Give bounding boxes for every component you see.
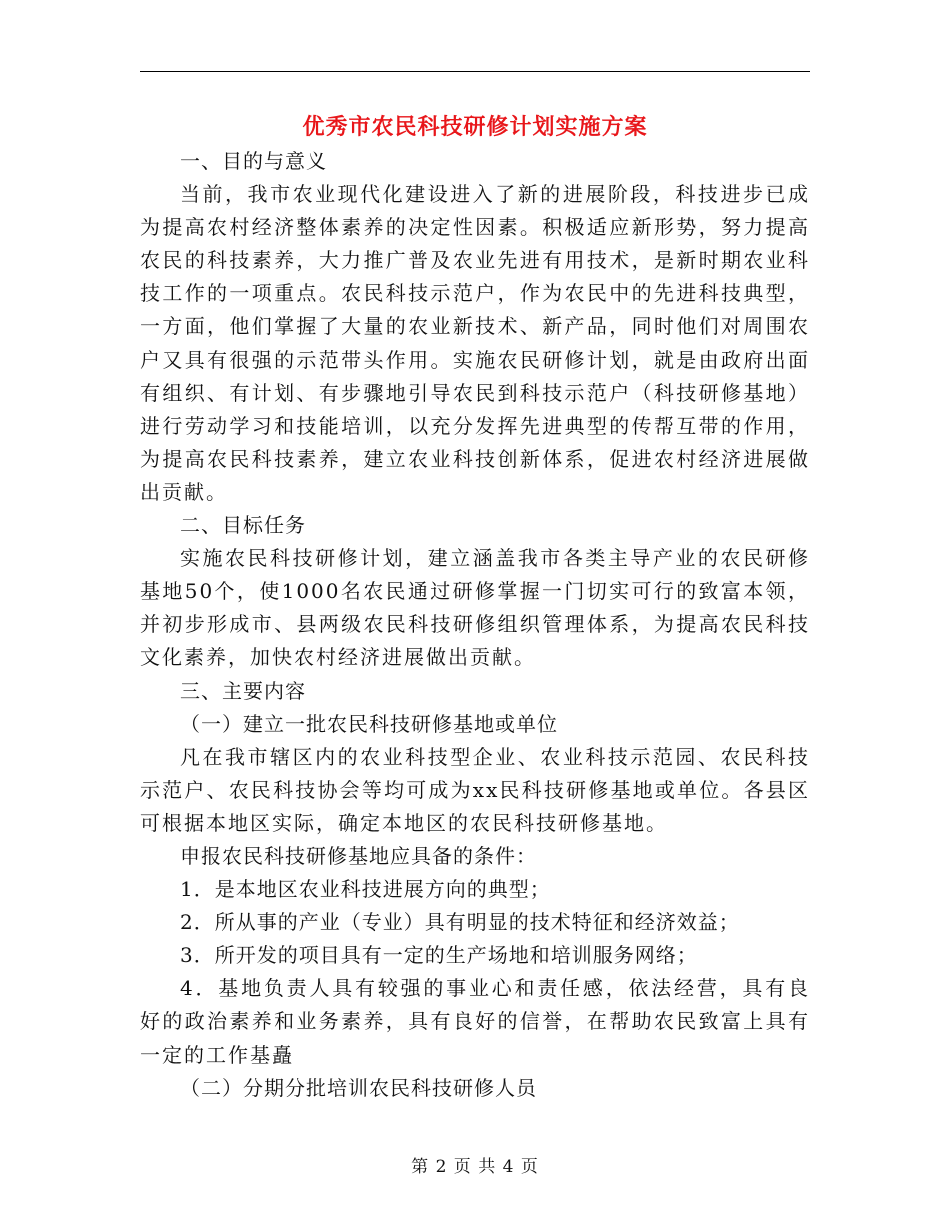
document-body [140, 145, 810, 1105]
section-heading-purpose: 一、目的与意义 [180, 149, 327, 173]
list-item-condition-2: 2．所从事的产业（专业）具有明显的技术特征和经济效益； [180, 910, 740, 935]
paragraph-bases: 凡在我市辖区内的农业科技型企业、农业科技示范园、农民科技示范户、农民科技协会等均可成为xx民科技研修基地或单位。各县区可根据本地区实际，确定本地区的农民科技研修基地。 [140, 744, 810, 835]
list-item-condition-1: 1．是本地区农业科技进展方向的典型； [180, 877, 551, 902]
paragraph-conditions-intro: 申报农民科技研修基地应具备的条件： [180, 843, 537, 868]
paragraph-purpose: 当前，我市农业现代化建设进入了新的进展阶段，科技进步已成为提高农村经济整体素养的决定性因素。积极适应新形势，努力提高农民的科技素养，大力推广普及农业先进有用技术，是新时期农业科技工作的一项重点。农民科技示范户，作为农民中的先进科技典型，一方面，他们掌握了大量的农业新技术、新产品，同时他们对周围农户又具有很强的示范带头作用。实施农民研修计划，就是由政府出面有组织、有计划、有步骤地引导农民到科技示范户（科技研修基地）进行劳动学习和技能培训，以充分发挥先进典型的传帮互带的作用，为提高农民科技素养，建立农业科技创新体系，促进农村经济进展做出贡献。 [140, 182, 810, 504]
document-title: 优秀市农民科技研修计划实施方案 [302, 114, 648, 140]
page-number: 第 2 页 共 4 页 [411, 1157, 539, 1177]
subsection-heading-training: （二）分期分批培训农民科技研修人员 [180, 1075, 537, 1100]
header-rule [140, 71, 810, 72]
list-item-condition-3: 3．所开发的项目具有一定的生产场地和培训服务网络； [180, 943, 698, 968]
section-heading-content: 三、主要内容 [180, 678, 306, 703]
paragraph-goals: 实施农民科技研修计划，建立涵盖我市各类主导产业的农民研修基地50个，使1000名农民通过研修掌握一门切实可行的致富本领，并初步形成市、县两级农民科技研修组织管理体系，为提高农民科技文化素养，加快农村经济进展做出贡献。 [140, 546, 810, 670]
section-heading-goals: 二、目标任务 [180, 513, 306, 538]
subsection-heading-bases: （一）建立一批农民科技研修基地或单位 [180, 711, 558, 736]
list-item-condition-4: 4．基地负责人具有较强的事业心和责任感，依法经营，具有良好的政治素养和业务素养，具有良好的信誉，在帮助农民致富上具有一定的工作基矗 [140, 976, 810, 1067]
